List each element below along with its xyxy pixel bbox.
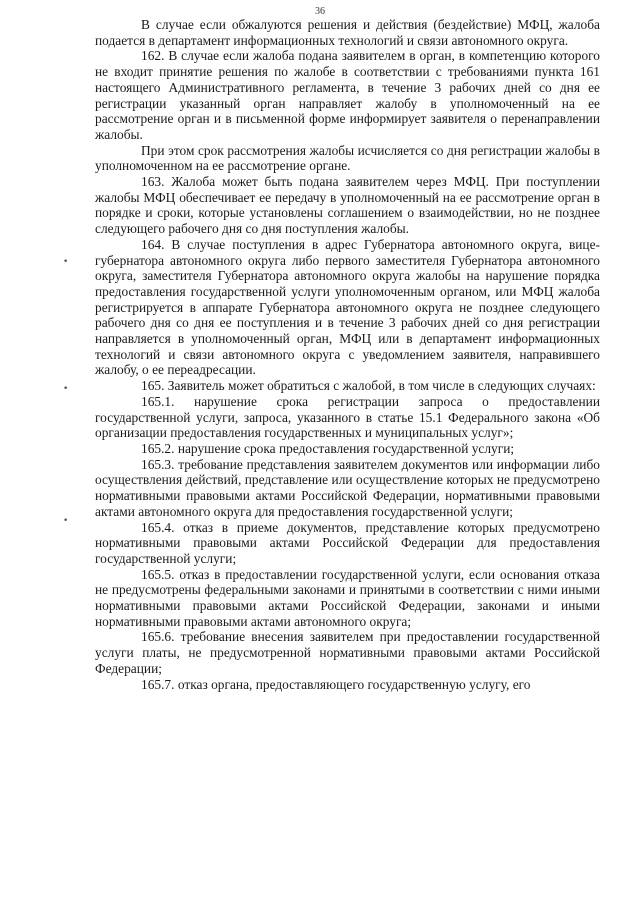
paragraph-162: 162. В случае если жалоба подана заявителем в орган, в компетенцию которого не входит принятие решения по жалобе в соответствии с требованиями пункта 161 настоящего Административного регламента, в течение 3 рабочих дней со дня ее регистрации указанный орган направляет жалобу в уполномоченный на ее рассмотрение орган и в письменной форме информирует заявителя о перенаправлении жалобы. (95, 48, 600, 142)
margin-mark: • (63, 257, 69, 267)
paragraph-165-7: 165.7. отказ органа, предоставляющего государственную услугу, его (141, 676, 531, 692)
paragraph-165-6: 165.6. требование внесения заявителем при предоставлении государственной услуги платы, не предусмотренной нормативными правовыми актами Российской Федерации; (95, 629, 600, 676)
paragraph-164: 164. В случае поступления в адрес Губернатора автономного округа, вице-губернатора автономного округа либо первого заместителя Губернатора автономного округа, заместителя Губернатора автономного округа жалобы на нарушение порядка предоставления государственной услуги уполномоченным органом, или МФЦ жалоба регистрируется в аппарате Губернатора автономного округа не позднее следующего рабочего дня со дня ее поступления и в течение 3 рабочих дней со дня регистрации направляется в уполномоченный орган, МФЦ или в департамент информационных технологий и связи автономного округа с уведомлением заявителя, направившего жалобу, о ее переадресации. (95, 236, 600, 378)
paragraph-165-2: 165.2. нарушение срока предоставления государственной услуги; (141, 440, 515, 456)
page-number: 36 (315, 6, 325, 17)
paragraph-review-term: При этом срок рассмотрения жалобы исчисляется со дня регистрации жалобы в уполномоченном на ее рассмотрение органе. (95, 142, 600, 174)
paragraph-165-5: 165.5. отказ в предоставлении государственной услуги, если основания отказа не предусмотрены федеральными законами и принятыми в соответствии с ними иными нормативными правовыми актами Российской Федерации, законами и иными нормативными правовыми актами автономного округа; (95, 566, 600, 629)
document-body (95, 17, 600, 692)
paragraph-165-1: 165.1. нарушение срока регистрации запроса о предоставлении государственной услуги, запроса, указанного в статье 15.1 Федерального закона «Об организации предоставления государственных и муниципальных услуг»; (95, 393, 600, 441)
paragraph-165: 165. Заявитель может обратиться с жалобой, в том числе в следующих случаях: (141, 378, 596, 394)
margin-mark: • (63, 516, 69, 526)
paragraph-163: 163. Жалоба может быть подана заявителем через МФЦ. При поступлении жалобы МФЦ обеспечивает ее передачу в уполномоченный на ее рассмотрение орган в порядке и сроки, которые установлены соглашением о взаимодействии, но не позднее следующего рабочего дня со дня поступления жалобы. (95, 174, 600, 237)
paragraph-mfc-complaint: В случае если обжалуются решения и действия (бездействие) МФЦ, жалоба подается в департамент информационных технологий и связи автономного округа. (95, 17, 600, 48)
paragraph-165-3: 165.3. требование представления заявителем документов или информации либо осуществления действий, представление или осуществление которых не предусмотрено нормативными правовыми актами Российской Федерации, нормативными правовыми актами автономного округа для предоставления государственной услуги; (95, 456, 600, 519)
margin-mark: • (63, 384, 69, 394)
paragraph-165-4: 165.4. отказ в приеме документов, представление которых предусмотрено нормативными правовыми актами Российской Федерации для предоставления государственной услуги; (95, 519, 600, 566)
